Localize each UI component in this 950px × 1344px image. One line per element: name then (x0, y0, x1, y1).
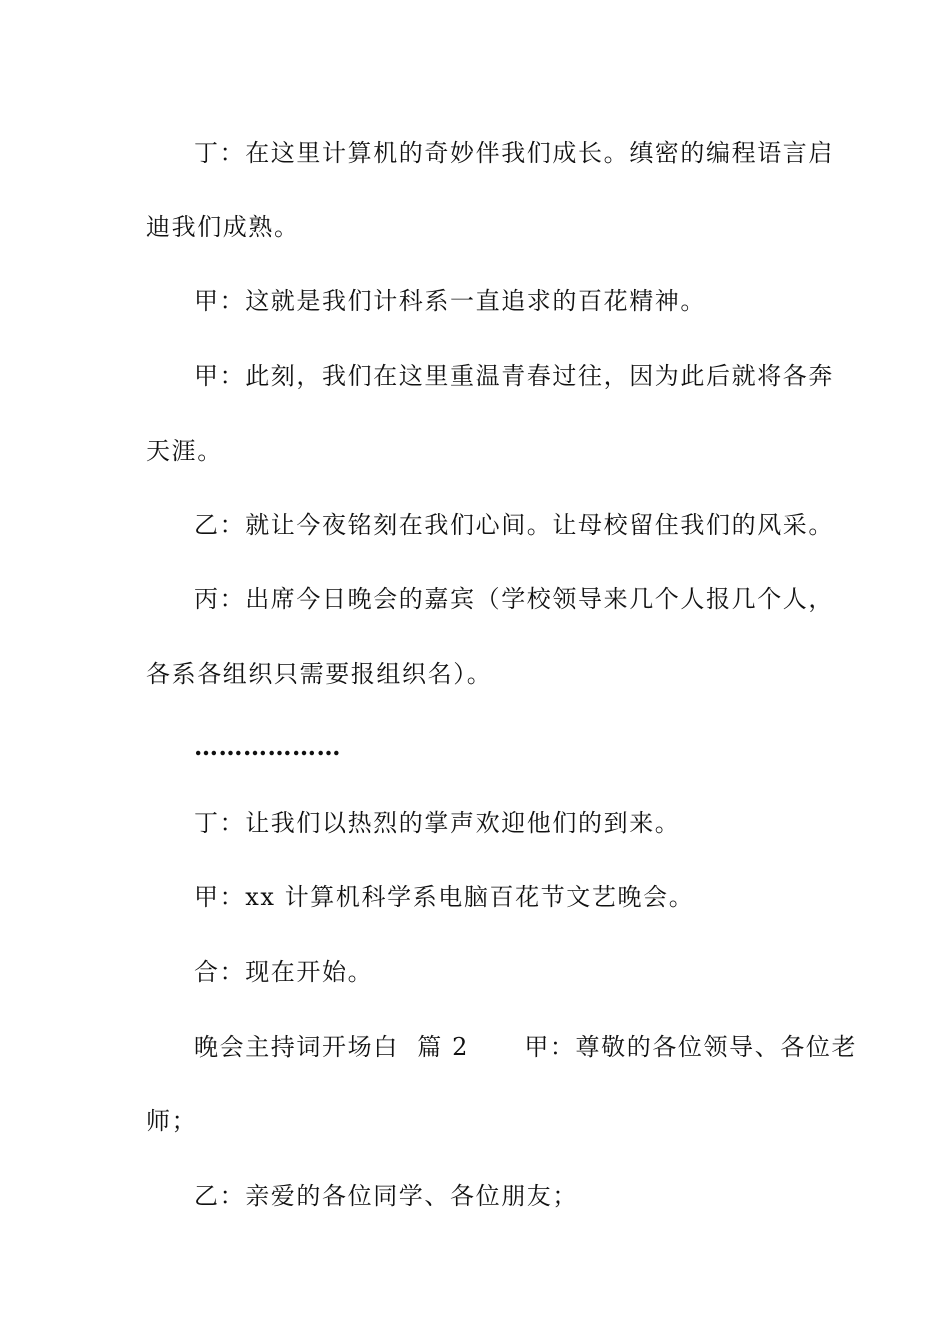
paragraph-line: 丁：让我们以热烈的掌声欢迎他们的到来。 (194, 809, 681, 837)
paragraph-line: 乙：就让今夜铭刻在我们心间。让母校留住我们的风采。 (194, 511, 834, 539)
paragraph-line: 甲：xx 计算机科学系电脑百花节文艺晚会。 (194, 883, 695, 911)
paragraph-line: 合：现在开始。 (194, 958, 374, 986)
paragraph-line: 丁：在这里计算机的奇妙伴我们成长。缜密的编程语言启 (194, 139, 834, 167)
paragraph-line: 各系各组织只需要报组织名）。 (146, 660, 493, 688)
ellipsis-line: ……………… (194, 732, 341, 761)
section-heading-line: 晚会主持词开场白 篇 2 甲：尊敬的各位领导、各位老 (194, 1033, 858, 1061)
paragraph-line: 迪我们成熟。 (146, 213, 300, 241)
paragraph-line: 天涯。 (146, 437, 223, 465)
paragraph-line: 乙：亲爱的各位同学、各位朋友； (194, 1182, 578, 1210)
paragraph-line: 甲：此刻，我们在这里重温青春过往，因为此后就将各奔 (194, 362, 834, 390)
paragraph-line: 师； (146, 1107, 198, 1135)
paragraph-line: 丙：出席今日晚会的嘉宾（学校领导来几个人报几个人， (194, 585, 834, 613)
paragraph-line: 甲：这就是我们计科系一直追求的百花精神。 (194, 287, 706, 315)
